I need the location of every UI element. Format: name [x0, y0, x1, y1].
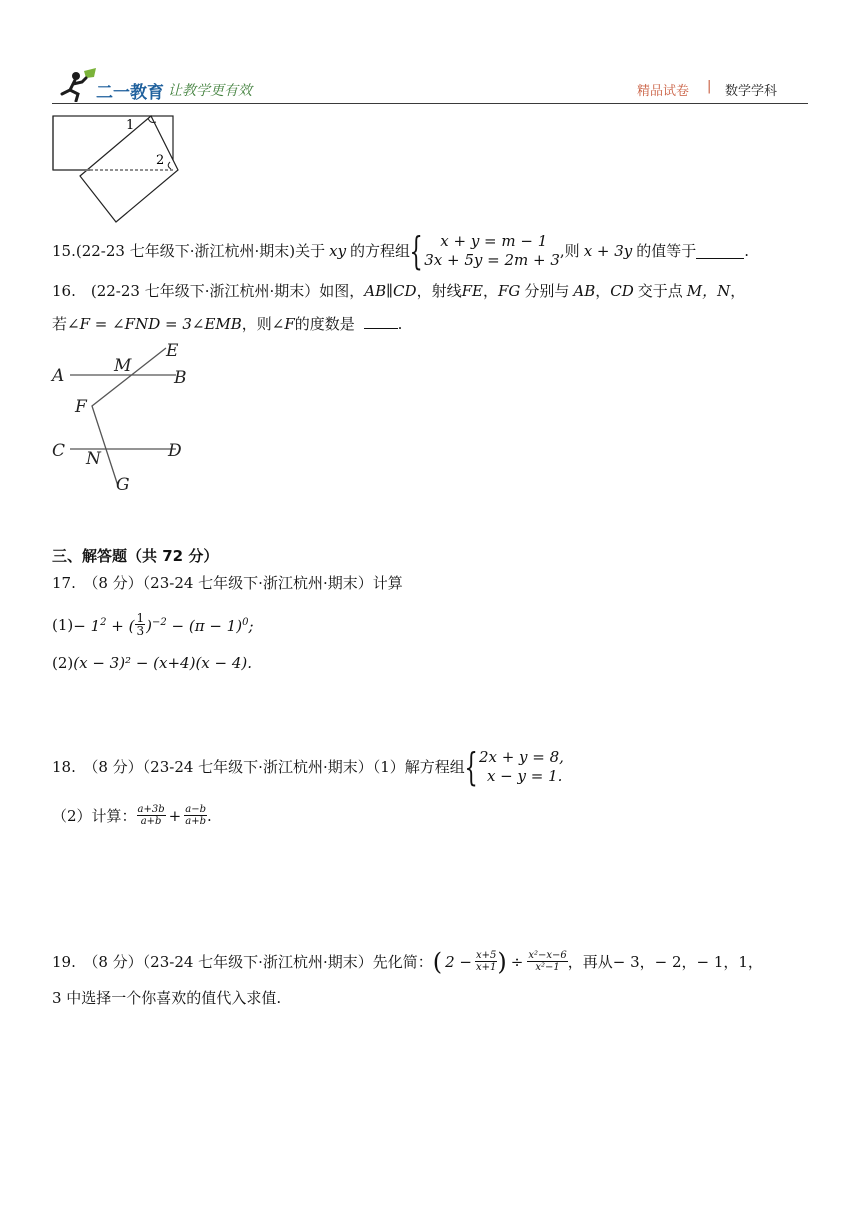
question-19	[52, 947, 763, 976]
slogan: 让教学更有效	[168, 83, 252, 99]
point-e: E	[166, 341, 179, 361]
angle-label-1: 1	[126, 118, 135, 133]
runner-logo-icon	[58, 68, 98, 102]
q16-text-e: ，	[730, 282, 746, 300]
q17-p1-label: (1)	[52, 615, 74, 634]
header-separator: |	[707, 79, 712, 94]
header	[52, 68, 808, 104]
q15-system	[409, 229, 560, 273]
q16-text-d: 交于点	[637, 282, 683, 300]
q18-f1-den: a+b	[140, 816, 162, 827]
q16-angle-f: ∠F	[271, 315, 295, 333]
q19-two-minus: 2 −	[445, 952, 472, 971]
q16-end: .	[397, 315, 403, 333]
question-18-part2	[52, 804, 212, 827]
q18-plus: +	[168, 806, 182, 825]
header-subject: 数学学科	[725, 84, 778, 99]
q16-text-c: 分别与	[524, 282, 570, 300]
q15-end: .	[744, 242, 750, 260]
q16-comma-2: ，	[595, 282, 611, 300]
answer-blank[interactable]	[696, 244, 744, 259]
q19-f1-num: x+5	[475, 950, 497, 961]
point-d: D	[168, 441, 182, 461]
question-17-stem: 17. （8 分）（23-24 七年级下·浙江杭州·期末）计算	[52, 574, 403, 592]
q16-if: 若	[52, 315, 68, 333]
q19-close-paren: )	[497, 947, 507, 976]
q16-stem: 16. (22-23 七年级下·浙江杭州·期末）如图，	[52, 282, 365, 300]
q16-ab: AB	[573, 282, 596, 300]
q18-stem: 18. （8 分）（23-24 七年级下·浙江杭州·期末）（1）解方程组	[52, 758, 465, 776]
logo-text: 二一教育	[96, 83, 164, 103]
q17-p1-expr-tail: )$^{-2} - (\pi - 1)^0$;	[146, 617, 254, 635]
q16-cd: CD	[610, 282, 634, 300]
point-b: B	[174, 368, 187, 388]
q15-expr: x + 3y	[583, 242, 633, 260]
q18-system	[464, 745, 564, 789]
q17-fraction: $\frac{1}{3}$	[136, 611, 145, 638]
q16-condition: ∠F = ∠FND = 3∠EMB	[67, 315, 242, 333]
q18-fraction-1	[137, 804, 166, 827]
q15-var: xy	[329, 242, 347, 260]
q18-p2-label: （2）计算：	[52, 806, 137, 825]
q17-p1-expr: − $1^2$ + (	[73, 617, 135, 635]
q16-ask: 的度数是	[294, 315, 355, 333]
figure-parallel-lines	[48, 338, 208, 498]
q19-f2-den: x²−1	[535, 962, 560, 973]
question-16-line2	[52, 314, 402, 334]
q18-end: .	[206, 806, 212, 825]
q16-text-b: ，射线	[416, 282, 462, 300]
point-a: A	[52, 366, 65, 386]
question-16-line1	[52, 281, 745, 301]
q18-f2-num: a−b	[185, 804, 206, 815]
angle-label-2: 2	[156, 153, 165, 168]
q15-eq2: 3x + 5y = 2m + 3	[424, 251, 560, 269]
q19-fraction-1	[475, 950, 497, 973]
brace-icon: {	[464, 745, 478, 789]
q18-f2-den: a+b	[185, 816, 206, 827]
header-divider	[52, 103, 808, 104]
q19-open-paren: (	[432, 947, 443, 976]
question-17-part2	[52, 653, 252, 673]
brace-icon: {	[409, 229, 423, 273]
figure-rectangle-fold	[50, 112, 190, 224]
question-17-part1	[52, 612, 254, 637]
q16-ray-fg: FG	[497, 282, 521, 300]
q19-f1-den: x+1	[475, 962, 497, 973]
point-m: M	[114, 356, 132, 376]
answer-blank[interactable]	[364, 314, 398, 329]
q15-eq1: x + y = m − 1	[440, 232, 548, 250]
section-title: 三、解答题（共 72 分）	[52, 547, 219, 565]
q15-prefix: 15.(22-23 七年级下·浙江杭州·期末)关于	[52, 242, 326, 260]
q16-ray-fe: FE	[461, 282, 483, 300]
q18-eq2: x − y = 1.	[486, 767, 563, 785]
q18-f1-num: a+3b	[137, 804, 165, 815]
q19-stem: 19. （8 分）（23-24 七年级下·浙江杭州·期末）先化简：	[52, 952, 433, 971]
q19-f2-num: x²−x−6	[528, 950, 567, 961]
point-g: G	[116, 475, 130, 495]
q17-p2-label: (2)	[52, 654, 74, 672]
question-18	[52, 745, 564, 789]
question-19-line2: 3 中选择一个你喜欢的值代入求值.	[52, 989, 282, 1007]
point-n: N	[86, 449, 101, 469]
question-15	[52, 229, 750, 273]
header-tag: 精品试卷	[637, 84, 690, 99]
q16-then: ，则	[241, 315, 272, 333]
q15-mid: 的方程组	[350, 242, 411, 260]
q19-fraction-2	[527, 950, 567, 973]
q18-fraction-2	[184, 804, 207, 827]
q17-p2-expr: (x − 3)² − (x+4)(x − 4).	[73, 654, 253, 672]
q19-after: ，再从− 3，− 2，− 1，1，	[567, 952, 763, 971]
point-f: F	[75, 397, 87, 417]
q18-eq1: 2x + y = 8,	[478, 748, 564, 766]
q16-comma: ，	[482, 282, 498, 300]
q19-div: ÷	[510, 952, 524, 971]
q15-suffix-b: 的值等于	[636, 242, 697, 260]
q16-parallel: AB∥CD	[364, 282, 417, 300]
q16-mn: M，N	[686, 282, 731, 300]
point-c: C	[52, 441, 66, 461]
q15-suffix-a: ,则	[559, 242, 580, 260]
